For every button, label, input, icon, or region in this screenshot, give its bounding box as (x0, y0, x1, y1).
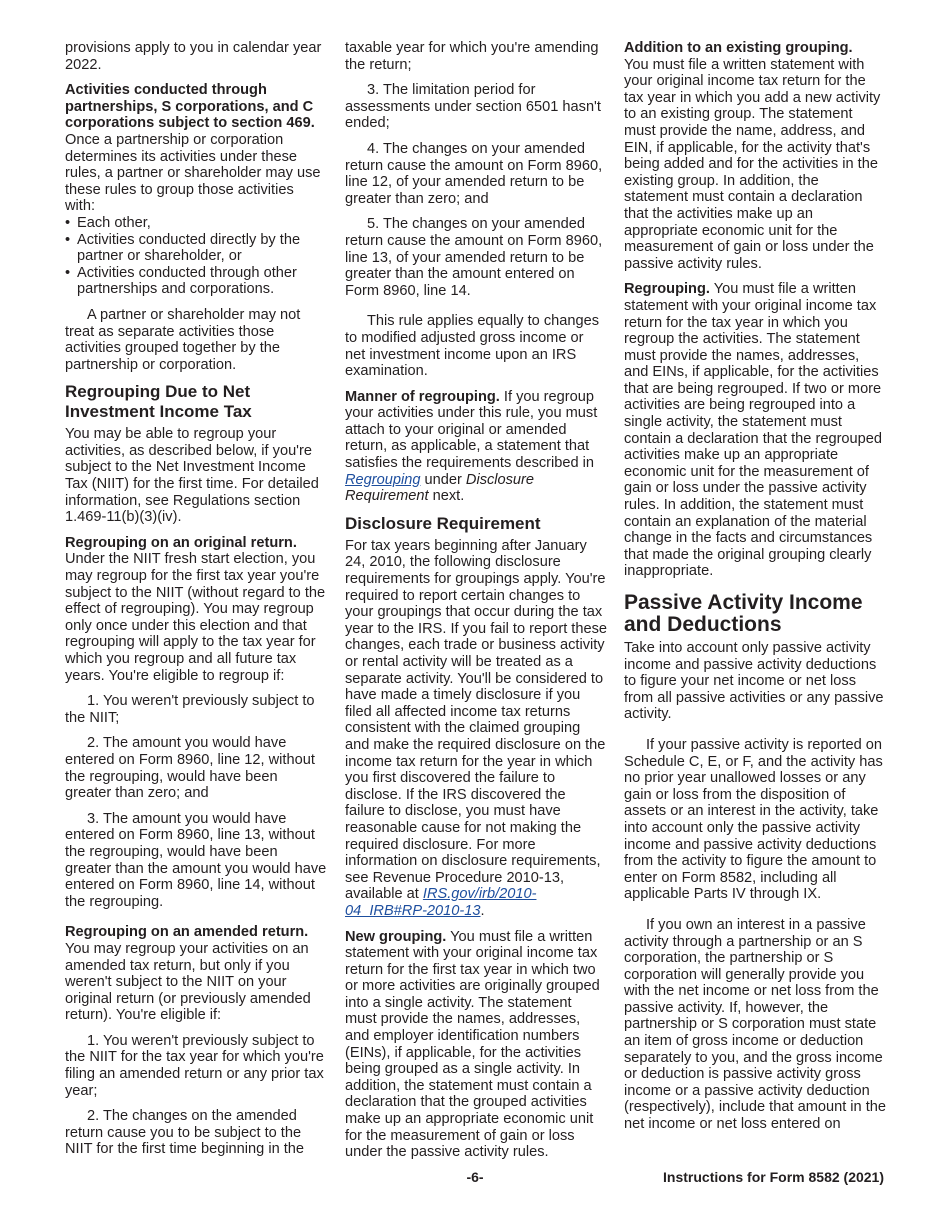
list-item: 2. The changes on the amended return cause you to be subject to the NIIT for the first time beginning in the (65, 1108, 305, 1158)
paragraph-amended-return (65, 924, 327, 1024)
paragraph-take-into-account: Take into account only passive activity income and passive activity deductions to figure your net income or net loss from all passive activities or any passive activity. (624, 640, 884, 723)
regrouping-lead: Regrouping. (624, 281, 710, 298)
manner-lead: Manner of regrouping. (345, 388, 500, 405)
paragraph-regroup-intro: You may be able to regroup your activities, as described below, if you're subject to the Net Investment Income Tax (NIIT) for the first time. For detailed information, see Regulations section 1.469-11(b)(3)(iv). (65, 426, 319, 526)
regrouping-text: You must file a written statement with your original income tax return for the tax year in which you regroup the activities. The statement must provide the names, addresses, and EINs, if applicable, for the activities that are being regrouped. If two or more activities are being regrouped into a single activity, the statement must contain a declaration that the regrouped activities make up an appropriate economic unit for the measurement of gain or loss under the passive activity rules. In addition, the statement must contain an explanation of the material change in the facts and circumstances that made the original grouping clearly inappropriate. (624, 281, 883, 580)
paragraph-continued: taxable year for which you're amending the return; (345, 40, 599, 73)
bullet-item (65, 232, 327, 265)
bullet-text: Each other, (77, 214, 151, 231)
paragraph-addition (624, 40, 886, 272)
original-text: Under the NIIT fresh start election, you may regroup for the first tax year you're subject to the NIIT (without regard to the effect of regrouping). You may regroup only once under this election and that regrouping will apply to the tax year for which you regroup and all future tax years. You're eligible to regroup if: (65, 551, 326, 684)
addition-lead: Addition to an existing grouping. (624, 40, 853, 56)
original-lead: Regrouping on an original return. (65, 534, 297, 551)
new-grouping-lead: New grouping. (345, 928, 447, 945)
paragraph-regrouping (624, 281, 886, 580)
irs-gov-link[interactable]: IRS.gov/irb/2010-04_IRB#RP-2010-13 (345, 886, 537, 919)
column-1 (65, 40, 327, 1167)
addition-text: You must file a written statement with your original income tax return for the tax year in which you add a new activity to an existing group. The statement must provide the name, address, and EIN, if applicable, for the activity that's being added and for the activities in the existing group. In addition, the statement must contain a declaration that the activities make up an appropriate economic unit for the measurement of gain or loss under the passive activity rules. (624, 56, 881, 272)
bullet-text: Activities conducted directly by the partner or shareholder, or (77, 231, 301, 265)
column-2 (345, 40, 607, 1170)
new-grouping-text: You must file a written statement with your original income tax return for the first tax year in which two or more activities are originally grouped into a single activity. The statement must provide the names, addresses, and employer identification numbers (EINs), if applicable, for the activities being grouped as a single activity. In addition, the statement must contain a declaration that the grouped activities make up an appropriate economic unit for the measurement of gain or loss under the passive activity rules. (345, 928, 600, 1161)
heading-regrouping-niit: Regrouping Due to Net Investment Income Tax (65, 382, 252, 422)
amended-lead: Regrouping on an amended return. (65, 924, 309, 941)
bullet-icon: • (65, 264, 71, 281)
bullet-item (65, 265, 327, 298)
paragraph-rule: This rule applies equally to changes to modified adjusted gross income or net investment income upon an IRS examination. (345, 313, 600, 380)
amended-text: You may regroup your activities on an amended tax return, but only if you weren't subject to the NIIT on your original return (or previously amended return). You're eligible if: (65, 940, 311, 1024)
regrouping-link[interactable]: Regrouping (345, 471, 421, 488)
disclosure-text: For tax years beginning after January 24, 2010, the following disclosure requirements for groupings apply. You're required to report certain changes to your groupings that occur during the tax year to the IRS. If you fail to report these changes, each trade or business activity or rental activity will be treated as a separate activity. You'll be considered to have made a timely disclosure if you filed all affected income tax returns consistent with the claimed grouping and make the required disclosure on the income tax return for the year in which you first discovered the failure to disclose. If the IRS discovered the failure to disclose, you must have reasonable cause for not making the required disclosure. For more information on disclosure requirements, see Revenue Procedure 2010-13, available at (345, 537, 608, 903)
manner-italic: Disclosure Requirement (345, 471, 535, 505)
paragraph-partner: A partner or shareholder may not treat as separate activities those activities grouped together by the partnership or corporation. (65, 306, 301, 373)
paragraph-activities (65, 82, 327, 215)
paragraph-new-grouping (345, 929, 607, 1161)
paragraph-own-interest: If you own an interest in a passive activity through a partnership or an S corporation, the partnership or S corporation will generally provide you with the net income or net loss from the passive activity. If, however, the partnership or S corporation must state an item of gross income or deduction separately to you, and the gross income or deduction is passive activity gross income or a passive activity deduction (respectively), include that amount in the net income or net loss entered on (624, 916, 887, 1133)
manner-end: next. (428, 488, 465, 505)
manner-text: If you regroup your activities under this rule, you must attach to your original or amended return, as applicable, a statement that satisfies the requirements described in (345, 388, 598, 472)
form-title: Instructions for Form 8582 (2021) (663, 1169, 884, 1185)
bullet-item (65, 215, 327, 232)
activities-text: Once a partnership or corporation determines its activities under these rules, a partner or shareholder may use these rules to group those activities with: (65, 131, 321, 215)
bullet-icon: • (65, 214, 71, 231)
disclosure-end: . (480, 902, 485, 919)
list-item: 1. You weren't previously subject to the NIIT for the tax year for which you're filing an amended return or any prior tax year; (65, 1032, 324, 1099)
list-item: 1. You weren't previously subject to the NIIT; (65, 693, 315, 726)
list-item: 4. The changes on your amended return cause the amount on Form 8960, line 12, of your amended return to be greater than zero; and (345, 140, 603, 207)
manner-mid: under (420, 471, 466, 488)
heading-passive-activity: Passive Activity Income and Deductions (624, 591, 863, 636)
bullet-text: Activities conducted through other partnerships and corporations. (77, 264, 297, 298)
list-item: 3. The limitation period for assessments under section 6501 hasn't ended; (345, 82, 601, 132)
list-item: 5. The changes on your amended return cause the amount on Form 8960, line 13, of your amended return to be greater than the amount entered on Form 8960, line 14. (345, 216, 603, 299)
paragraph-schedule: If your passive activity is reported on Schedule C, E, or F, and the activity has no prior year unallowed losses or any gain or loss from the disposition of assets or an interest in the activity, take into account only the passive activity income and passive activity deductions from the activity to figure the amount to enter on Form 8582, including all applicable Parts IV through IX. (624, 736, 883, 903)
paragraph-manner (345, 389, 607, 505)
activities-lead: Activities conducted through partnerships, S corporations, and C corporations subject to section 469. (65, 82, 315, 132)
bullet-icon: • (65, 231, 71, 248)
page-number: -6- (466, 1169, 484, 1185)
list-item: 2. The amount you would have entered on Form 8960, line 12, without the regrouping, would have been greater than zero; and (65, 735, 315, 802)
paragraph-disclosure (345, 538, 607, 920)
column-3 (624, 40, 886, 1142)
paragraph-intro: provisions apply to you in calendar year 2022. (65, 40, 322, 73)
list-item: 3. The amount you would have entered on Form 8960, line 13, without the regrouping, would have been greater than the amount you would have entered on Form 8960, line 14, without the regrouping. (65, 810, 327, 910)
heading-disclosure: Disclosure Requirement (345, 513, 541, 533)
paragraph-original-return (65, 535, 327, 684)
